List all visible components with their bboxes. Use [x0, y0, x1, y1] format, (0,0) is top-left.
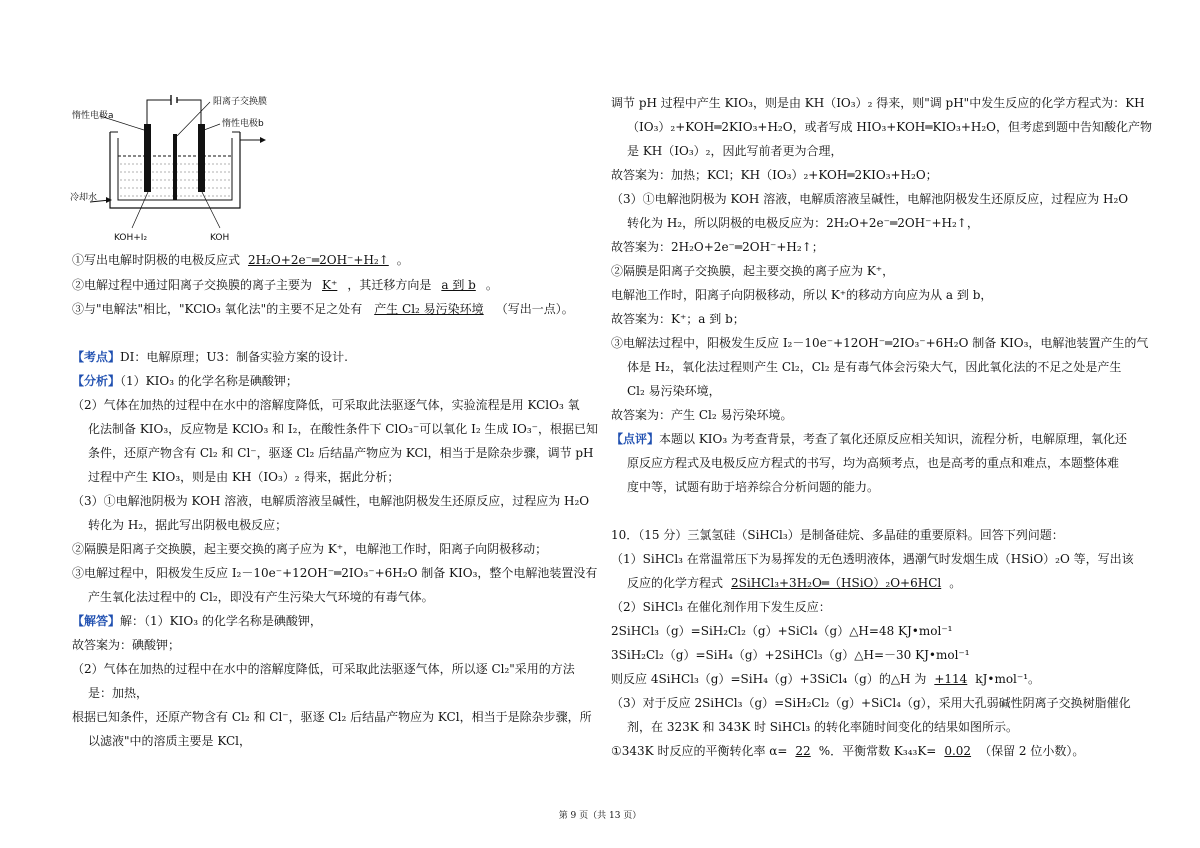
text-line: ②隔膜是阳离子交换膜，起主要交换的离子应为 K⁺，	[611, 264, 895, 278]
text-line: （1）SiHCl₃ 在常温常压下为易挥发的无色透明液体，遇潮气时发烟生成（HSiO）₂O 等，写出该	[611, 552, 1134, 566]
text-line: 剂，在 323K 和 343K 时 SiHCl₃ 的转化率随时间变化的结果如图所示。	[627, 720, 1018, 734]
question-line: 则反应 4SiHCl₃（g）=SiH₄（g）+3SiCl₄（g）的△H 为 +114 kJ•mol⁻¹。	[611, 672, 1041, 686]
text-line: 2SiHCl₃（g）=SiH₂Cl₂（g）+SiCl₄（g）△H=48 KJ•mol⁻¹	[611, 624, 953, 638]
analysis-line: 【考点】DI：电解原理；U3：制备实验方案的设计.	[72, 350, 348, 364]
text-line: 转化为 H₂，据此写出阴极电极反应；	[88, 518, 288, 532]
text-line: 原反应方程式及电极反应方程式的书写，均为高频考点，也是高考的重点和难点，本题整体难	[627, 456, 1120, 470]
text-line: 故答案为：产生 Cl₂ 易污染环境。	[611, 408, 793, 422]
text-line: 过程中产生 KIO₃，则是由 KH（IO₃）₂ 得来，据此分析；	[88, 470, 400, 484]
text-line: 化法制备 KIO₃，反应物是 KClO₃ 和 I₂，在酸性条件下 ClO₃⁻可以氧化 I₂ 生成 IO₃⁻，根据已知	[88, 422, 599, 436]
text-line: 故答案为：加热；KCl；KH（IO₃）₂+KOH═2KIO₃+H₂O；	[611, 168, 938, 182]
text-line: 故答案为：碘酸钾；	[72, 638, 181, 652]
text-line: 条件，还原产物含有 Cl₂ 和 Cl⁻，驱逐 Cl₂ 后结晶产物应为 KCl，相当于是除杂步骤，调节 pH	[88, 446, 594, 460]
tag-fenxi: 【分析】	[72, 374, 121, 388]
text-line: （3）对于反应 2SiHCl₃（g）=SiH₂Cl₂（g）+SiCl₄（g），采用大孔弱碱性阴离子交换树脂催化	[611, 696, 1131, 710]
text-line: 转化为 H₂，所以阴极的电极反应为：2H₂O+2e⁻═2OH⁻+H₂↑，	[627, 216, 979, 230]
answer-blank: +114	[934, 672, 968, 686]
tag-jieda: 【解答】	[72, 614, 121, 628]
solution-line: 【解答】解：（1）KIO₃ 的化学名称是碘酸钾，	[72, 614, 322, 628]
answer-blank: 产生 Cl₂ 易污染环境	[374, 302, 484, 316]
diagram-label-cooling-water: 冷却水	[70, 193, 98, 203]
diagram-label-electrode-a: 惰性电极a	[72, 111, 114, 121]
text-line: 根据已知条件，还原产物含有 Cl₂ 和 Cl⁻，驱逐 Cl₂ 后结晶产物应为 KCl，相当于是除杂步骤，所	[72, 710, 592, 724]
text-line: （3）①电解池阴极为 KOH 溶液，电解质溶液呈碱性，电解池阴极发生还原反应，过程应为 H₂O	[72, 494, 590, 508]
text-line: ②隔膜是阳离子交换膜，起主要交换的离子应为 K⁺，电解池工作时，阳离子向阴极移动；	[72, 542, 548, 556]
text-line: 是 KH（IO₃）₂，因此写前者更为合理，	[627, 144, 843, 158]
text-line: （IO₃）₂+KOH═2KIO₃+H₂O，或者写成 HIO₃+KOH═KIO₃+H₂O，但考虑到题中告知酸化产物	[627, 120, 1152, 134]
tag-kaodian: 【考点】	[72, 350, 121, 364]
question-line: ②电解过程中通过阳离子交换膜的离子主要为 K⁺ ，其迁移方向是 a 到 b 。	[72, 278, 498, 292]
text-line: 电解池工作时，阳离子向阴极移动，所以 K⁺的移动方向应为从 a 到 b，	[611, 288, 993, 302]
text-line: 故答案为：2H₂O+2e⁻═2OH⁻+H₂↑；	[611, 240, 824, 254]
text-line: 3SiH₂Cl₂（g）=SiH₄（g）+2SiHCl₃（g）△H=－30 KJ•mol⁻¹	[611, 648, 970, 662]
diagram-label-right-solution: KOH	[210, 233, 230, 243]
question-line: ①343K 时反应的平衡转化率 α= 22 %．平衡常数 K₃₄₃K= 0.02 （保留 2 位小数）。	[611, 744, 1085, 758]
text-line: Cl₂ 易污染环境，	[627, 384, 721, 398]
text-line: （2）SiHCl₃ 在催化剂作用下发生反应：	[611, 600, 831, 614]
answer-blank: 0.02	[944, 744, 972, 758]
question-line: ③与"电解法"相比，"KClO₃ 氧化法"的主要不足之处有 产生 Cl₂ 易污染环境 （写出一点）。	[72, 302, 574, 316]
text-line: 以滤液"中的溶质主要是 KCl，	[88, 734, 251, 748]
text-line: 是：加热，	[88, 686, 149, 700]
text-line: ③电解法过程中，阳极发生反应 I₂－10e⁻+12OH⁻═2IO₃⁻+6H₂O 制备 KIO₃，电解池装置产生的气	[611, 336, 1149, 350]
page-footer: 第 9 页（共 13 页）	[558, 811, 642, 821]
text-line: （2）气体在加热的过程中在水中的溶解度降低，可采取此法驱逐气体，所以逐 Cl₂"采用的方法	[72, 662, 575, 676]
text-line: 体是 H₂，氧化法过程则产生 Cl₂，Cl₂ 是有毒气体会污染大气，因此氧化法的不足之处是产生	[627, 360, 1122, 374]
text-line: 度中等，试题有助于培养综合分析问题的能力。	[627, 480, 880, 494]
tag-dianping: 【点评】	[611, 432, 660, 446]
answer-blank: K⁺	[322, 278, 338, 292]
diagram-label-electrode-b: 惰性电极b	[222, 119, 264, 129]
electrolysis-cell-diagram	[70, 94, 275, 246]
answer-blank: a 到 b	[441, 278, 476, 292]
question-line: 反应的化学方程式 2SiHCl₃+3H₂O═（HSiO）₂O+6HCl 。	[627, 576, 962, 590]
text-line: ③电解过程中，阳极发生反应 I₂－10e⁻+12OH⁻═2IO₃⁻+6H₂O 制备 KIO₃，整个电解池装置没有	[72, 566, 598, 580]
answer-blank: 2SiHCl₃+3H₂O═（HSiO）₂O+6HCl	[731, 576, 942, 590]
comment-line: 【点评】本题以 KIO₃ 为考查背景，考查了氧化还原反应相关知识，流程分析，电解原理，氧化还	[611, 432, 1128, 446]
question-title: 10．（15 分）三氯氢硅（SiHCl₃）是制备硅烷、多晶硅的重要原料。回答下列问题：	[611, 528, 1064, 542]
answer-blank: 22	[795, 744, 811, 758]
text-line: 故答案为：K⁺；a 到 b；	[611, 312, 745, 326]
analysis-line: 【分析】（1）KIO₃ 的化学名称是碘酸钾；	[72, 374, 298, 388]
text-line: 调节 pH 过程中产生 KIO₃，则是由 KH（IO₃）₂ 得来，则"调 pH"中发生反应的化学方程式为：KH	[611, 96, 1145, 110]
diagram-label-membrane: 阳离子交换膜	[213, 97, 268, 107]
text-line: （3）①电解池阴极为 KOH 溶液，电解质溶液呈碱性，电解池阴极发生还原反应，过程应为 H₂O	[611, 192, 1129, 206]
question-line: ①写出电解时阴极的电极反应式 2H₂O+2e⁻═2OH⁻+H₂↑ 。	[72, 253, 409, 267]
text-line: 产生氧化法过程中的 Cl₂，即没有产生污染大气环境的有毒气体。	[88, 590, 434, 604]
diagram-label-left-solution: KOH+I₂	[114, 233, 148, 243]
answer-blank: 2H₂O+2e⁻═2OH⁻+H₂↑	[248, 253, 389, 267]
text-line: （2）气体在加热的过程中在水中的溶解度降低，可采取此法驱逐气体，实验流程是用 KClO₃ 氧	[72, 398, 580, 412]
